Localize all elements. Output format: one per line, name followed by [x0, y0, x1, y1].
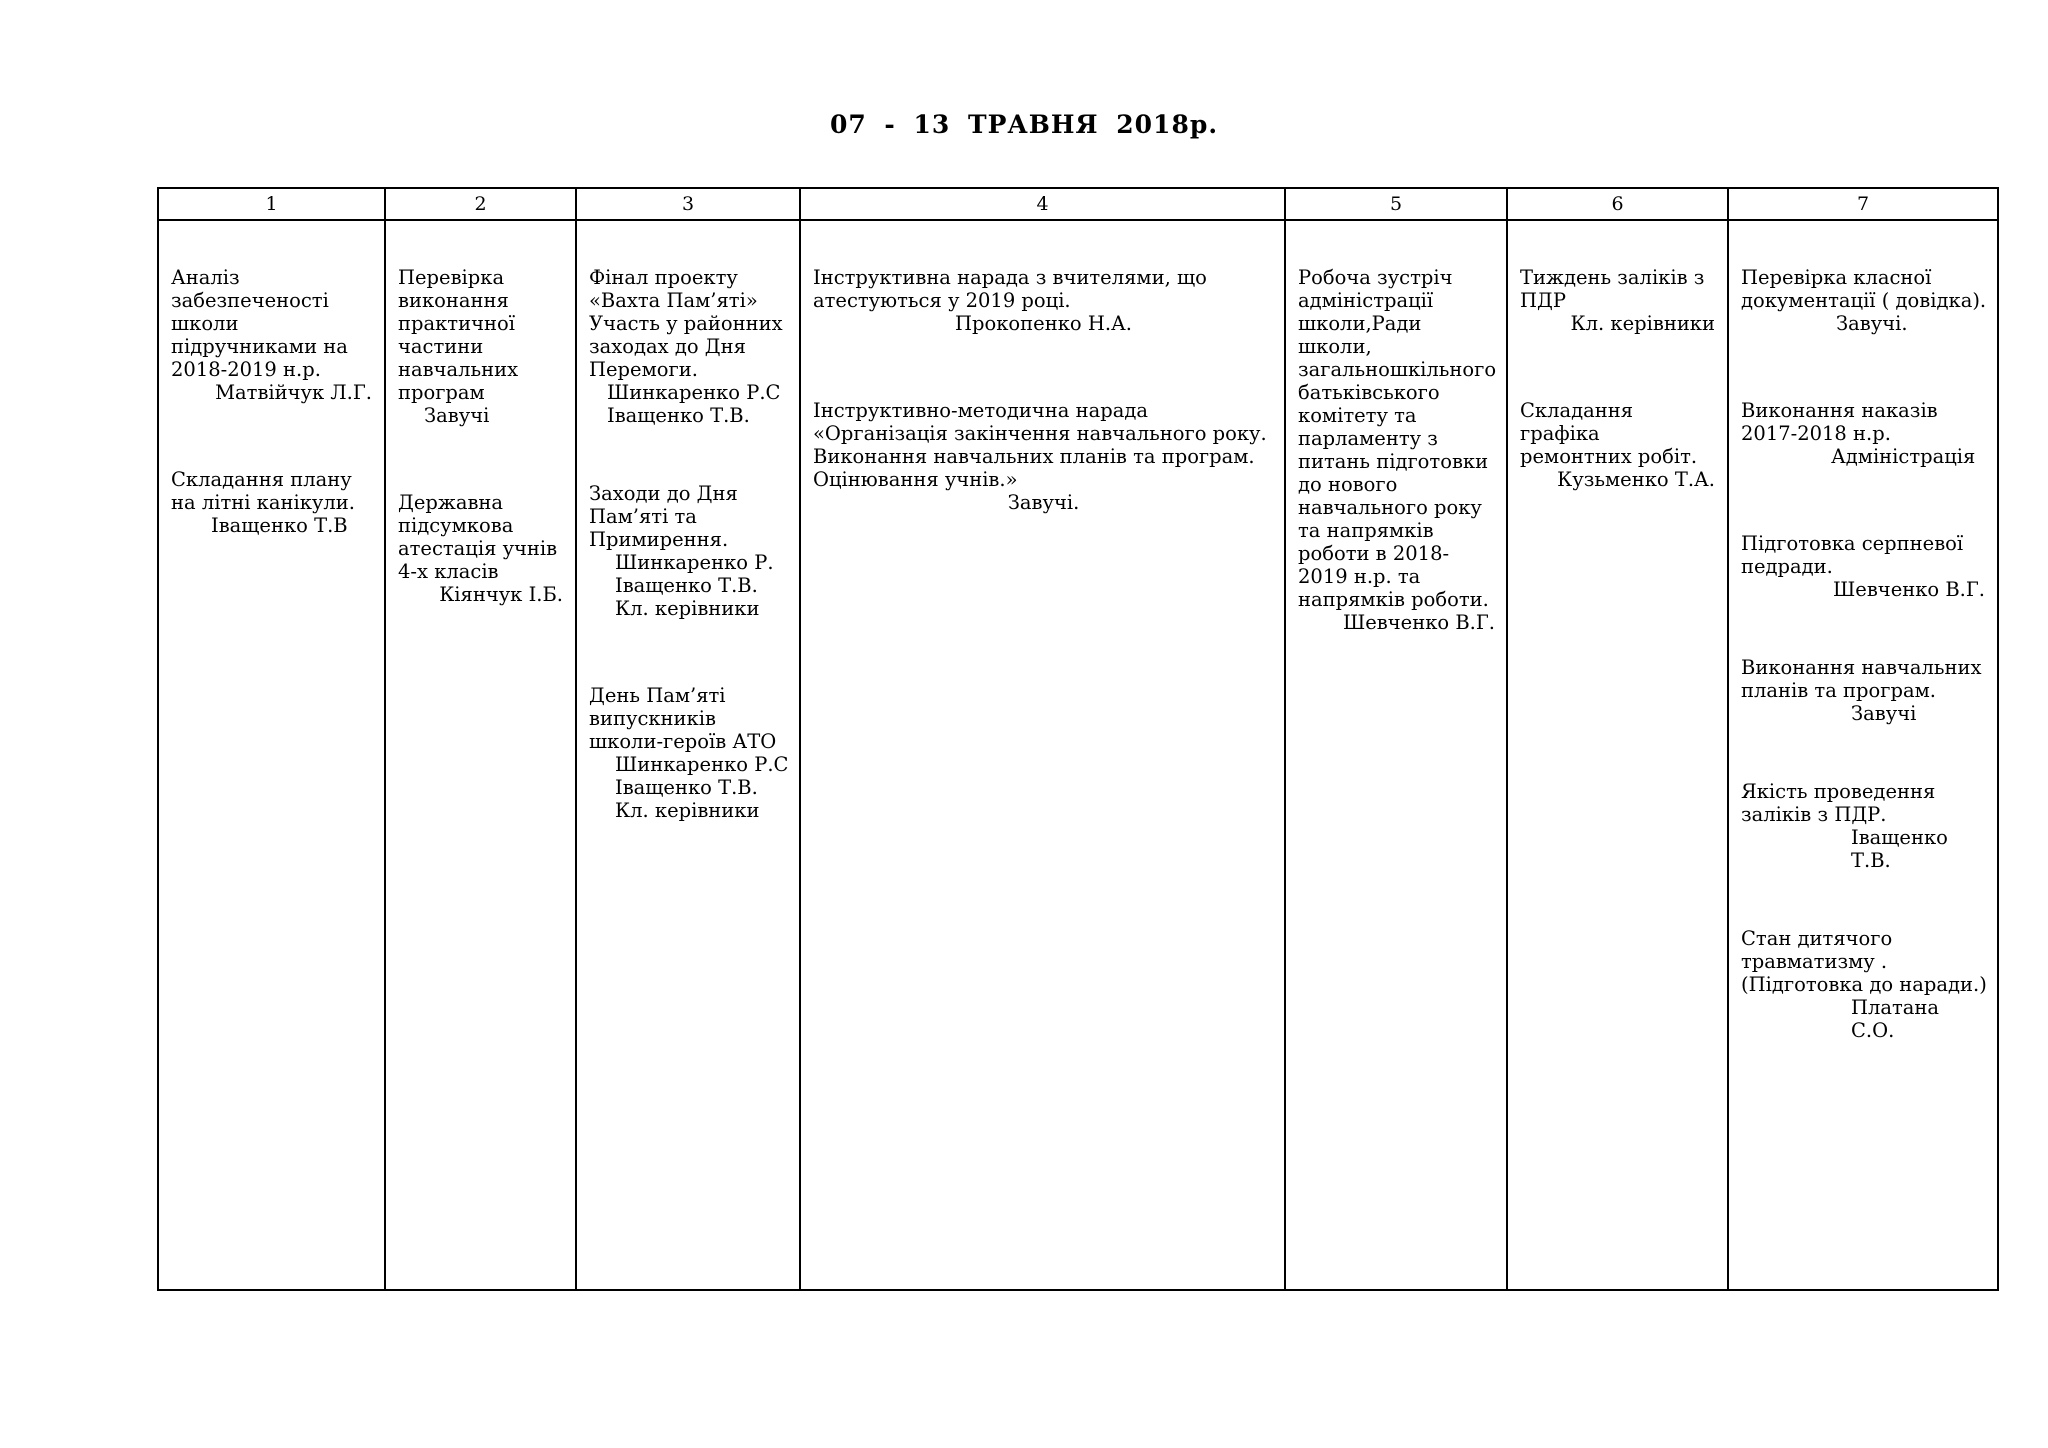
entry-responsible: Шинкаренко Р.С Іващенко Т.В. — [607, 381, 781, 427]
column-header-2: 2 — [385, 188, 576, 220]
entry-responsible: Адміністрація — [1831, 445, 1976, 468]
plan-entry — [171, 468, 374, 537]
entry-responsible: Кузьменко Т.А. — [1557, 468, 1715, 491]
entry-text: Складання плану на літні канікули. — [171, 468, 355, 514]
cell-column-4 — [800, 220, 1285, 1290]
column-header-6: 6 — [1507, 188, 1728, 220]
entry-text: Фінал проекту «Вахта Пам’яті» Участь у районних заходах до Дня Перемоги. — [589, 266, 783, 381]
entry-text: Державна підсумкова атестація учнів 4-х класів — [398, 491, 558, 583]
plan-entry — [1520, 266, 1717, 335]
content-row — [158, 220, 1998, 1290]
entry-text: Підготовка серпневої педради. — [1741, 532, 1964, 578]
plan-entry — [589, 482, 789, 620]
plan-entry — [813, 399, 1274, 514]
plan-entry — [1741, 532, 1987, 601]
header-row — [158, 188, 1998, 220]
entry-text: Тиждень заліків з ПДР — [1520, 266, 1705, 312]
weekly-plan-table — [157, 187, 1999, 1291]
column-header-4: 4 — [800, 188, 1285, 220]
entry-text: Заходи до Дня Пам’яті та Примирення. — [589, 482, 738, 551]
entry-responsible: Завучі. — [1007, 491, 1080, 514]
entry-responsible: Шевченко В.Г. — [1343, 611, 1495, 634]
plan-entry — [1741, 656, 1987, 725]
column-header-7: 7 — [1728, 188, 1998, 220]
plan-entry — [1741, 399, 1987, 468]
plan-entry — [1520, 399, 1717, 491]
plan-entry — [589, 684, 789, 822]
entry-text: День Пам’яті випускників школи-героїв АТО — [589, 684, 777, 753]
entry-responsible: Завучі — [424, 404, 490, 427]
entry-text: Інструктивно-методична нарада «Організація закінчення навчального року. Виконання навчальних планів та програм. Оцінювання учнів.» — [813, 399, 1267, 491]
plan-entry — [589, 266, 789, 427]
entry-text: Стан дитячого травматизму . (Підготовка до наради.) — [1741, 927, 1987, 996]
plan-entry — [1741, 780, 1987, 872]
plan-entry — [1741, 927, 1987, 1042]
entry-responsible: Кіянчук І.Б. — [439, 583, 563, 606]
entry-responsible: Шинкаренко Р. Іващенко Т.В. Кл. керівники — [615, 551, 774, 620]
cell-column-6 — [1507, 220, 1728, 1290]
entry-text: Інструктивна нарада з вчителями, що атестуються у 2019 році. — [813, 266, 1207, 312]
cell-column-1 — [158, 220, 385, 1290]
cell-column-2 — [385, 220, 576, 1290]
plan-entry — [171, 266, 374, 404]
plan-entry — [398, 491, 565, 606]
plan-entry — [1741, 266, 1987, 335]
entry-text: Якість проведення заліків з ПДР. — [1741, 780, 1936, 826]
entry-responsible: Кл. керівники — [1570, 312, 1715, 335]
plan-entry — [813, 266, 1274, 335]
entry-responsible: Завучі. — [1836, 312, 1908, 335]
entry-text: Виконання наказів 2017-2018 н.р. — [1741, 399, 1938, 445]
entry-text: Перевірка класної документації ( довідка). — [1741, 266, 1987, 312]
entry-responsible: Іващенко Т.В — [211, 514, 348, 537]
entry-responsible: Іващенко Т.В. — [1851, 826, 1948, 872]
entry-responsible: Шевченко В.Г. — [1833, 578, 1985, 601]
entry-responsible: Прокопенко Н.А. — [955, 312, 1132, 335]
column-header-1: 1 — [158, 188, 385, 220]
entry-text: Складання графіка ремонтних робіт. — [1520, 399, 1698, 468]
entry-responsible: Платана С.О. — [1851, 996, 1940, 1042]
cell-column-3 — [576, 220, 800, 1290]
entry-responsible: Матвійчук Л.Г. — [215, 381, 372, 404]
page-title: 07 - 13 ТРАВНЯ 2018р. — [829, 110, 1219, 139]
entry-text: Виконання навчальних планів та програм. — [1741, 656, 1982, 702]
cell-column-5 — [1285, 220, 1507, 1290]
entry-text: Аналіз забезпеченості школи підручниками на 2018-2019 н.р. — [171, 266, 348, 381]
plan-entry — [1298, 266, 1496, 634]
column-header-3: 3 — [576, 188, 800, 220]
entry-text: Робоча зустріч адміністрації школи,Ради школи, загальношкільного батьківського комітету та парламенту з питань підготовки до нового навчального року та напрямків роботи в 2018- 2019 н.р. та напрямків роботи. — [1298, 266, 1497, 611]
entry-text: Перевірка виконання практичної частини навчальних програм — [398, 266, 519, 404]
cell-column-7 — [1728, 220, 1998, 1290]
column-header-5: 5 — [1285, 188, 1507, 220]
entry-responsible: Завучі — [1851, 702, 1917, 725]
plan-entry — [398, 266, 565, 427]
entry-responsible: Шинкаренко Р.С Іващенко Т.В. Кл. керівники — [615, 753, 789, 822]
